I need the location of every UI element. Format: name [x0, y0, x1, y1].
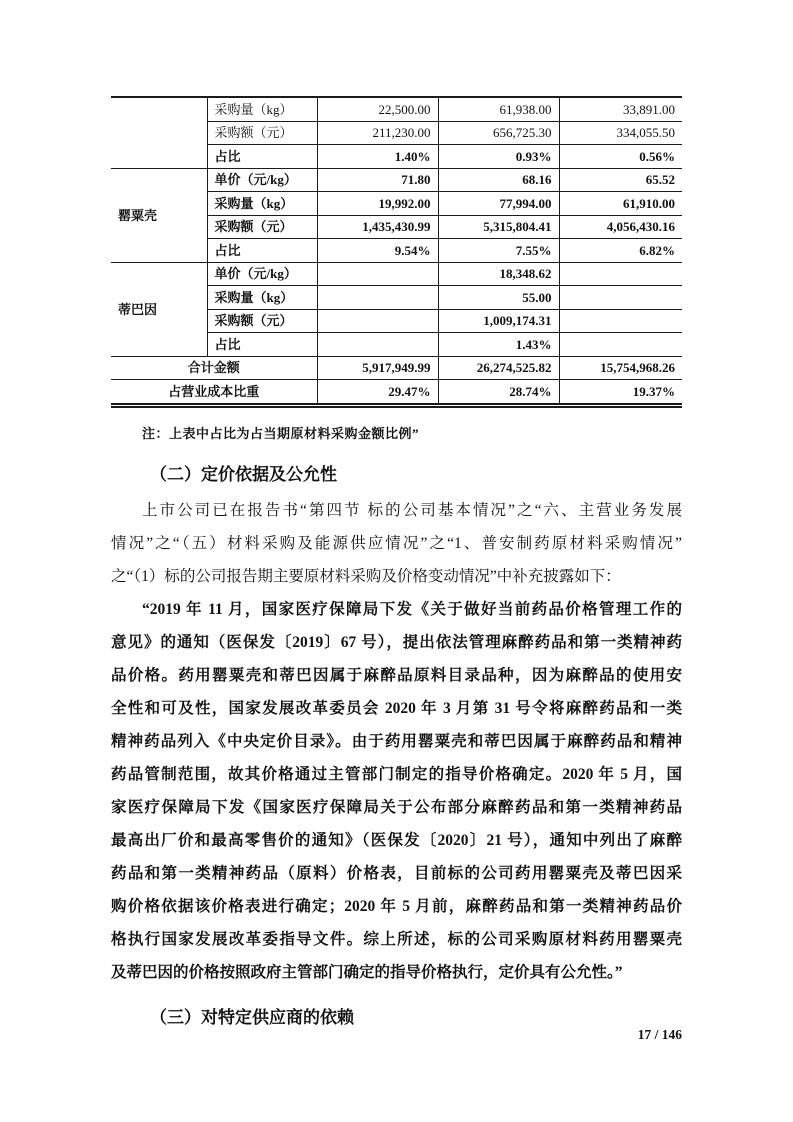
metric-label-cell: 采购量（kg）: [207, 192, 317, 216]
value-cell: 15,754,968.26: [559, 356, 682, 380]
value-cell: 71.80: [317, 168, 438, 192]
section-heading-pricing: （二）定价依据及公允性: [150, 464, 337, 484]
value-cell: 9.54%: [317, 239, 438, 263]
value-cell: [559, 309, 682, 333]
paragraph-line: “2019 年 11 月，国家医疗保障局下发《关于做好当前药品价格管理工作的: [142, 600, 682, 618]
value-cell: [559, 286, 682, 310]
paragraph-line: 全性和可及性，国家发展改革委员会 2020 年 3 月第 31 号令将麻醉药品和一类: [111, 699, 682, 717]
value-cell: [559, 333, 682, 357]
value-cell: 55.00: [438, 286, 559, 310]
metric-label-cell: 采购量（kg）: [207, 97, 317, 121]
value-cell: 77,994.00: [438, 192, 559, 216]
material-group-cell: 罂粟壳: [111, 168, 207, 262]
raw-material-purchase-table: [111, 96, 682, 408]
value-cell: 61,910.00: [559, 192, 682, 216]
value-cell: 33,891.00: [559, 97, 682, 121]
total-label-cell: 合计金额: [111, 356, 317, 380]
metric-label-cell: 占比: [207, 333, 317, 357]
value-cell: 1,435,430.99: [317, 215, 438, 239]
paragraph-line: 品价格。药用罂粟壳和蒂巴因属于麻醉品原料目录品种，因为麻醉品的使用安: [111, 666, 682, 684]
value-cell: 28.74%: [438, 380, 559, 406]
value-cell: 26,274,525.82: [438, 356, 559, 380]
cost-ratio-label-cell: 占营业成本比重: [111, 380, 317, 406]
value-cell: 1.40%: [317, 145, 438, 169]
value-cell: 1,009,174.31: [438, 309, 559, 333]
table-row: [111, 168, 682, 192]
table-row-cost-ratio: [111, 380, 682, 406]
table-row: [111, 262, 682, 286]
metric-label-cell: 采购额（元）: [207, 121, 317, 145]
metric-label-cell: 单价（元/kg）: [207, 262, 317, 286]
value-cell: 656,725.30: [438, 121, 559, 145]
pricing-intro-paragraph: [111, 494, 682, 593]
value-cell: [317, 333, 438, 357]
paragraph-line: 家医疗保障局下发《国家医疗保障局关于公布部分麻醉药品和第一类精神药品: [111, 798, 682, 816]
paragraph-line: 之“（1）标的公司报告期主要原材料采购及价格变动情况”中补充披露如下：: [111, 567, 621, 585]
table-note: 注：上表中占比为占当期原材料采购金额比例”: [142, 425, 420, 441]
table-row-total: [111, 356, 682, 380]
material-group-cell: 蒂巴因: [111, 262, 207, 356]
paragraph-line: 及蒂巴因的价格按照政府主管部门确定的指导价格执行，定价具有公允性。”: [111, 963, 623, 981]
value-cell: 65.52: [559, 168, 682, 192]
paragraph-line: 意见》的通知（医保发〔2019〕67 号），提出依法管理麻醉药品和第一类精神药: [111, 633, 682, 651]
paragraph-line: 上市公司已在报告书“第四节 标的公司基本情况”之“六、主营业务发展: [142, 501, 682, 519]
page-number: 17 / 146: [637, 1027, 682, 1042]
page-content: [111, 0, 682, 1029]
value-cell: [317, 262, 438, 286]
paragraph-line: 购价格依据该价格表进行确定；2020 年 5 月前，麻醉药品和第一类精神药品价: [111, 897, 682, 915]
value-cell: 0.93%: [438, 145, 559, 169]
metric-label-cell: 占比: [207, 145, 317, 169]
value-cell: 22,500.00: [317, 97, 438, 121]
value-cell: 61,938.00: [438, 97, 559, 121]
value-cell: [317, 286, 438, 310]
paragraph-line: 情况”之“（五）材料采购及能源供应情况”之“1、普安制药原材料采购情况”: [111, 534, 682, 552]
value-cell: 5,917,949.99: [317, 356, 438, 380]
metric-label-cell: 采购量（kg）: [207, 286, 317, 310]
value-cell: [559, 262, 682, 286]
value-cell: [317, 309, 438, 333]
value-cell: 19.37%: [559, 380, 682, 406]
value-cell: 5,315,804.41: [438, 215, 559, 239]
metric-label-cell: 采购额（元）: [207, 215, 317, 239]
paragraph-line: 药品管制范围，故其价格通过主管部门制定的指导价格确定。2020 年 5 月，国: [111, 765, 682, 783]
paragraph-line: 最高出厂价和最高零售价的通知》（医保发〔2020〕21 号），通知中列出了麻醉: [111, 831, 682, 849]
material-group-cell: [111, 97, 207, 168]
value-cell: 1.43%: [438, 333, 559, 357]
metric-label-cell: 单价（元/kg）: [207, 168, 317, 192]
section-heading-supplier: （三）对特定供应商的依赖: [150, 1007, 354, 1027]
value-cell: 4,056,430.16: [559, 215, 682, 239]
value-cell: 7.55%: [438, 239, 559, 263]
value-cell: 68.16: [438, 168, 559, 192]
value-cell: 334,055.50: [559, 121, 682, 145]
paragraph-line: 药品和第一类精神药品（原料）价格表，目前标的公司药用罂粟壳及蒂巴因采: [111, 864, 682, 882]
metric-label-cell: 采购额（元）: [207, 309, 317, 333]
pricing-quote-paragraph: [111, 593, 682, 989]
value-cell: 0.56%: [559, 145, 682, 169]
paragraph-line: 格执行国家发展改革委指导文件。综上所述，标的公司采购原材料药用罂粟壳: [111, 930, 682, 948]
paragraph-line: 精神药品列入《中央定价目录》。由于药用罂粟壳和蒂巴因属于麻醉药品和精神: [111, 732, 682, 750]
metric-label-cell: 占比: [207, 239, 317, 263]
table-row: [111, 97, 682, 121]
value-cell: 18,348.62: [438, 262, 559, 286]
value-cell: 6.82%: [559, 239, 682, 263]
value-cell: 211,230.00: [317, 121, 438, 145]
value-cell: 19,992.00: [317, 192, 438, 216]
value-cell: 29.47%: [317, 380, 438, 406]
